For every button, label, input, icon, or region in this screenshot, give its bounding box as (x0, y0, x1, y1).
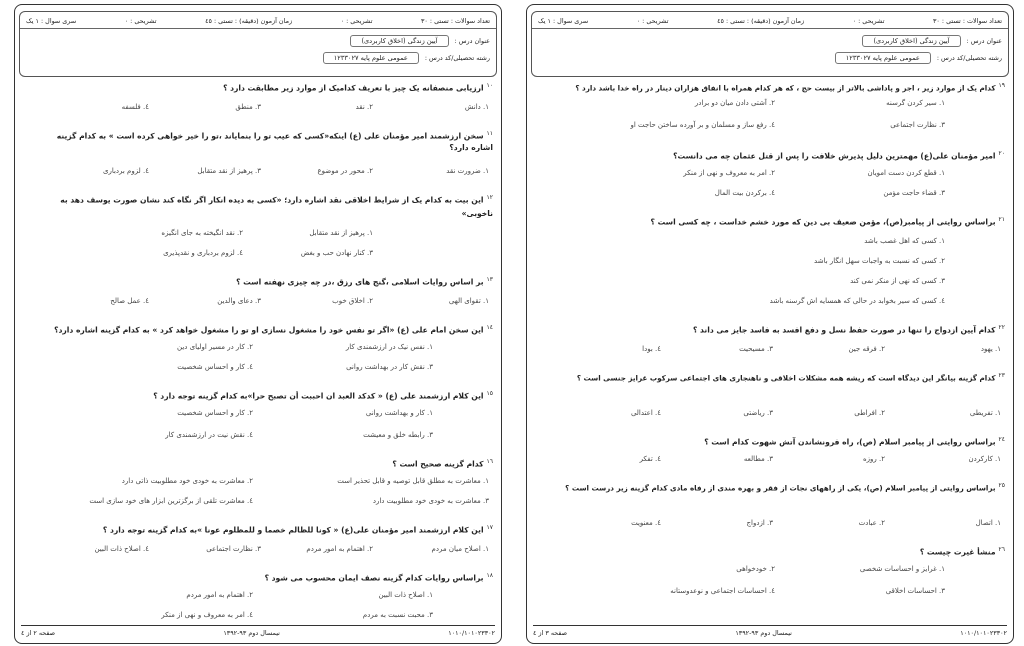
option[interactable]: ٣. رابطه خلق و معیشت (363, 431, 433, 439)
question: $^{٢١}$براساس روایتی از پیامبر(ص)، مؤمن ضعیف بی دین که مورد خشم خداست ، چه کسی است ؟ (650, 216, 1005, 227)
options-row (23, 229, 493, 243)
option[interactable]: ٤. کار و احساس شخصیت (177, 363, 253, 371)
options-row (23, 103, 493, 117)
option[interactable]: ٢. فرقه جین (848, 345, 885, 353)
option[interactable]: ٣. ریاضتی (743, 409, 773, 417)
options-row (535, 189, 1005, 203)
course-title: آیین زندگی (اخلاق کاربردی) (350, 35, 448, 47)
num-questions: تعداد سوالات : تستی : ٣٠ (932, 17, 1002, 25)
option[interactable]: ٢. خودخواهی (736, 565, 775, 573)
program-value: عمومی علوم پایه ١٢٣٣٠٢٧ (835, 52, 931, 64)
question: $^{١١}$سخن ارزشمند امیر مؤمنان علی (ع) اینکه«کسی که عیب تو را بنمایاند ،تو را خیر خواهی کرده است » به کدام گزینه (56, 130, 493, 141)
option[interactable]: ٢. کار در مسیر اولیای دین (176, 343, 253, 351)
program-value: عمومی علوم پایه ١٢٣٣٠٢٧ (323, 52, 419, 64)
option[interactable]: ٤. اصلاح ذات البین (94, 545, 149, 553)
option[interactable]: ٣. نقش کار در بهداشت روانی (346, 363, 433, 371)
option[interactable]: ٢. آشتی دادن میان دو برادر (694, 99, 775, 107)
question: $^{١٦}$کدام گزینه صحیح است ؟ (392, 458, 493, 469)
option[interactable]: ١. اتصال (975, 519, 1001, 527)
options-row (535, 297, 1005, 311)
exam-page-left (14, 4, 502, 644)
exam-header (531, 11, 1009, 77)
option[interactable]: ٣. قضاء حاجت مؤمن (883, 189, 945, 197)
option[interactable]: ٢. عبادت (858, 519, 885, 527)
option[interactable]: ٢. کار و احساس شخصیت (177, 409, 253, 417)
option[interactable]: ١. کارکردن (968, 455, 1001, 463)
question: $^{١٢}$این بیت به کدام یک از شرایط اخلاقی نقد اشاره دارد؛ «کسی به دیده انکار اگر نگاه کند نشان صورت یوسف دهد به (60, 194, 493, 205)
option[interactable]: ٣. احساسات اخلاقی (885, 587, 945, 595)
option[interactable]: ١. معاشرت به مطلق قابل توصیه و قابل تحذیر است (337, 477, 489, 485)
options-row (23, 167, 493, 181)
option[interactable]: ١. یهود (980, 345, 1001, 353)
option[interactable]: ٢. امر به معروف و نهی از منکر (683, 169, 775, 177)
time-descriptive: تشریحی : ٠ (124, 17, 157, 25)
option[interactable]: ٤. احساسات اجتماعی و نوعدوستانه (670, 587, 775, 595)
exam-page-right (526, 4, 1014, 644)
option[interactable]: ٣. منطق (235, 103, 261, 111)
exam-time: زمان آزمون (دقیقه) : تستی : ٤٥ (717, 17, 805, 25)
options-row (23, 477, 493, 491)
option[interactable]: ١. اصلاح میان مردم (431, 545, 489, 553)
question-continued: ناخوبی» (461, 209, 493, 218)
option[interactable]: ٣. پرهیز از نقد متقابل (197, 167, 261, 175)
options-row (23, 431, 493, 445)
course-label: عنوان درس : (966, 37, 1002, 45)
option[interactable]: ٢. افراطی (854, 409, 885, 417)
series: سری سوال : ١ یک (26, 17, 77, 25)
option[interactable]: ٣. مسیحیت (739, 345, 773, 353)
option[interactable]: ٤. لزوم بردباری (102, 167, 149, 175)
question: $^{٢٤}$براساس روایتی از پیامبر اسلام (ص)، راه فرونشاندن آتش شهوت کدام است ؟ (704, 436, 1005, 447)
num-questions: تعداد سوالات : تستی : ٣٠ (420, 17, 490, 25)
options-row (23, 409, 493, 423)
option[interactable]: ٢. اخلاق خوب (332, 297, 373, 305)
option[interactable]: ٣. دعای والدین (217, 297, 261, 305)
options-row (23, 297, 493, 311)
options-row (535, 519, 1005, 533)
option[interactable]: ٣. نظارت اجتماعی (206, 545, 261, 553)
option[interactable]: ٤. تفکر (639, 455, 661, 463)
course-label: عنوان درس : (454, 37, 490, 45)
exam-time: زمان آزمون (دقیقه) : تستی : ٤٥ (205, 17, 293, 25)
question: $^{٢٢}$کدام آیین ازدواج را تنها در صورت حفظ نسل و دفع افسد به فاسد جایز می داند ؟ (692, 324, 1005, 335)
option[interactable]: ٢. اهتمام به امور مردم (306, 545, 373, 553)
option[interactable]: ١. تفریطی (969, 409, 1001, 417)
option[interactable]: ١. پرهیز از نقد متقابل (309, 229, 373, 237)
page-footer (21, 625, 495, 640)
questions-list (535, 79, 1005, 623)
option[interactable]: ٣. مطالعه (743, 455, 773, 463)
option[interactable]: ٤. لزوم بردباری و نقدپذیری (163, 249, 243, 257)
option[interactable]: ٤. امر به معروف و نهی از منکر (161, 611, 253, 619)
footer-page: صفحه ٢ از ٤ (21, 629, 56, 637)
question: $^{١٥}$این کلام ارزشمند علی (ع) « کدکد العبد ان احببت أن تصبح حرا»به کدام گزینه توجه دارد ؟ (153, 390, 493, 401)
option[interactable]: ٤. کسی که سیر بخوابد در حالی که همسایه اش گرسنه باشد (769, 297, 945, 305)
exam-header (19, 11, 497, 77)
option[interactable]: ٣. معاشرت به خودی خود مطلوبیت دارد (372, 497, 489, 505)
question-continued: اشاره دارد؟ (449, 143, 493, 152)
option[interactable]: ٤. رفع ساز و مسلمان و بر آورده ساختن حاجت او (630, 121, 775, 129)
option[interactable]: ٤. برکردن بیت المال (714, 189, 775, 197)
footer-code: ١٠١٠/١٠١٠٢٣٣٠٢ (448, 629, 495, 637)
descriptive-count: تشریحی : ٠ (340, 17, 373, 25)
option[interactable]: ١. کسی که اهل غصب باشد (864, 237, 945, 245)
option[interactable]: ٣. ازدواج (746, 519, 773, 527)
question: $^{٢٠}$امیر مؤمنان علی(ع) مهمترین دلیل پذیرش خلافت را پس از قتل عثمان چه می دانست؟ (673, 150, 1005, 161)
question: $^{٢٣}$کدام گزینه بیانگر این دیدگاه است که ریشه همه مشکلات اخلاقی و ناهنجاری های اجتماعی سرکوب غرایز جنسی است ؟ (576, 372, 1005, 383)
option[interactable]: ٢. نقد انگیخته به جای انگیزه (161, 229, 243, 237)
option[interactable]: ٤. اعتدالی (630, 409, 661, 417)
options-row (535, 345, 1005, 359)
program-label: رشته تحصیلی/کد درس : (424, 54, 490, 62)
option[interactable]: ١. نفس نیک در ارزشمندی کار (345, 343, 433, 351)
question: $^{١٤}$این سخن امام علی (ع) «اگر تو نفس خود را مشغول نسازی او تو را مشغول خواهد کرد » به کدام گزینه اشاره دارد؟ (54, 324, 493, 335)
footer-term: نیمسال دوم ٩٣-١٣٩٢ (735, 629, 792, 637)
options-row (535, 565, 1005, 579)
option[interactable]: ١. قطع کردن دست امویان (867, 169, 945, 177)
question: $^{١٩}$کدام یک از موارد زیر ، اجر و پاداشی بالاتر از بیست حج ، که هر کدام همراه با انفاق هزاران دینار در راه خدا باشد دارد ؟ (575, 82, 1005, 93)
option[interactable]: ١. دانش (464, 103, 489, 111)
option[interactable]: ١. غرایز و احساسات شخصی (859, 565, 945, 573)
options-row (23, 249, 493, 263)
descriptive-count: تشریحی : ٠ (852, 17, 885, 25)
options-row (535, 237, 1005, 251)
option[interactable]: ٢. کسی که نسبت به واجبات سهل انگار باشد (814, 257, 945, 265)
options-row (23, 591, 493, 605)
option[interactable]: ١. ضرورت نقد (446, 167, 489, 175)
question: $^{٢٦}$منشأ غیرت چیست ؟ (919, 546, 1005, 557)
page-footer (533, 625, 1007, 640)
options-row (535, 409, 1005, 423)
option[interactable]: ٤. نقش نیت در ارزشمندی کار (165, 431, 253, 439)
option[interactable]: ٤. عمل صالح (110, 297, 149, 305)
program-label: رشته تحصیلی/کد درس : (936, 54, 1002, 62)
option[interactable]: ٣. نظارت اجتماعی (890, 121, 945, 129)
option[interactable]: ١. تقوای الهی (448, 297, 489, 305)
course-title: آیین زندگی (اخلاق کاربردی) (862, 35, 960, 47)
question: $^{١٣}$بر اساس روایات اسلامی ،گنج های رزق ،در چه چیزی نهفته است ؟ (236, 276, 493, 287)
options-row (23, 497, 493, 511)
options-row (23, 343, 493, 357)
option[interactable]: ٢. محور در موضوع (317, 167, 373, 175)
options-row (535, 455, 1005, 469)
option[interactable]: ٤. فلسفه (121, 103, 149, 111)
option[interactable]: ٤. معنویت (631, 519, 661, 527)
options-row (535, 587, 1005, 601)
option[interactable]: ٣. کنار نهادن حب و بغض (300, 249, 373, 257)
options-row (535, 169, 1005, 183)
options-row (23, 363, 493, 377)
footer-term: نیمسال دوم ٩٣-١٣٩٢ (223, 629, 280, 637)
option[interactable]: ٢. نقد (355, 103, 373, 111)
question: $^{٢٥}$براساس روایتی از پیامبر اسلام (ص)، یکی از راههای نجات از فقر و بهره مندی از رفاه مادی کدام گزینه زیر درست است ؟ (565, 482, 1005, 493)
options-row (23, 611, 493, 625)
option[interactable]: ١. اصلاح ذات البین (378, 591, 433, 599)
option[interactable]: ٢. روزه (862, 455, 885, 463)
options-row (535, 277, 1005, 291)
time-descriptive: تشریحی : ٠ (636, 17, 669, 25)
series: سری سوال : ١ یک (538, 17, 589, 25)
option[interactable]: ٤. بودا (642, 345, 661, 353)
option[interactable]: ٣. محبت نسبت به مردم (362, 611, 433, 619)
options-row (23, 545, 493, 559)
question: $^{١٠}$ارزیابی منصفانه یک چیز با تعریف کدامیک از موارد زیر مطابقت دارد ؟ (223, 82, 493, 93)
footer-code: ١٠١٠/١٠١٠٢٣٣٠٢ (960, 629, 1007, 637)
option[interactable]: ٢. معاشرت به خودی خود مطلوبیت ذاتی دارد (121, 477, 253, 485)
questions-list (23, 79, 493, 623)
question: $^{١٧}$این کلام ارزشمند امیر مؤمنان علی(ع) « کونا للظالم خصما و للمظلوم عونا »به کدام گزینه توجه دارد ؟ (102, 524, 493, 535)
footer-page: صفحه ٣ از ٤ (533, 629, 568, 637)
option[interactable]: ٢. اهتمام به امور مردم (186, 591, 253, 599)
options-row (535, 99, 1005, 113)
options-row (535, 257, 1005, 271)
option[interactable]: ١. کار و بهداشت روانی (365, 409, 433, 417)
option[interactable]: ٤. معاشرت تلقی از برگزترین ابزار های خود سازی است (89, 497, 253, 505)
option[interactable]: ٣. کسی که نهی از منکر نمی کند (850, 277, 945, 285)
option[interactable]: ١. سیر کردن گرسنه (886, 99, 945, 107)
question: $^{١٨}$براساس روایات کدام گزینه نصف ایمان محسوب می شود ؟ (264, 572, 493, 583)
options-row (535, 121, 1005, 135)
